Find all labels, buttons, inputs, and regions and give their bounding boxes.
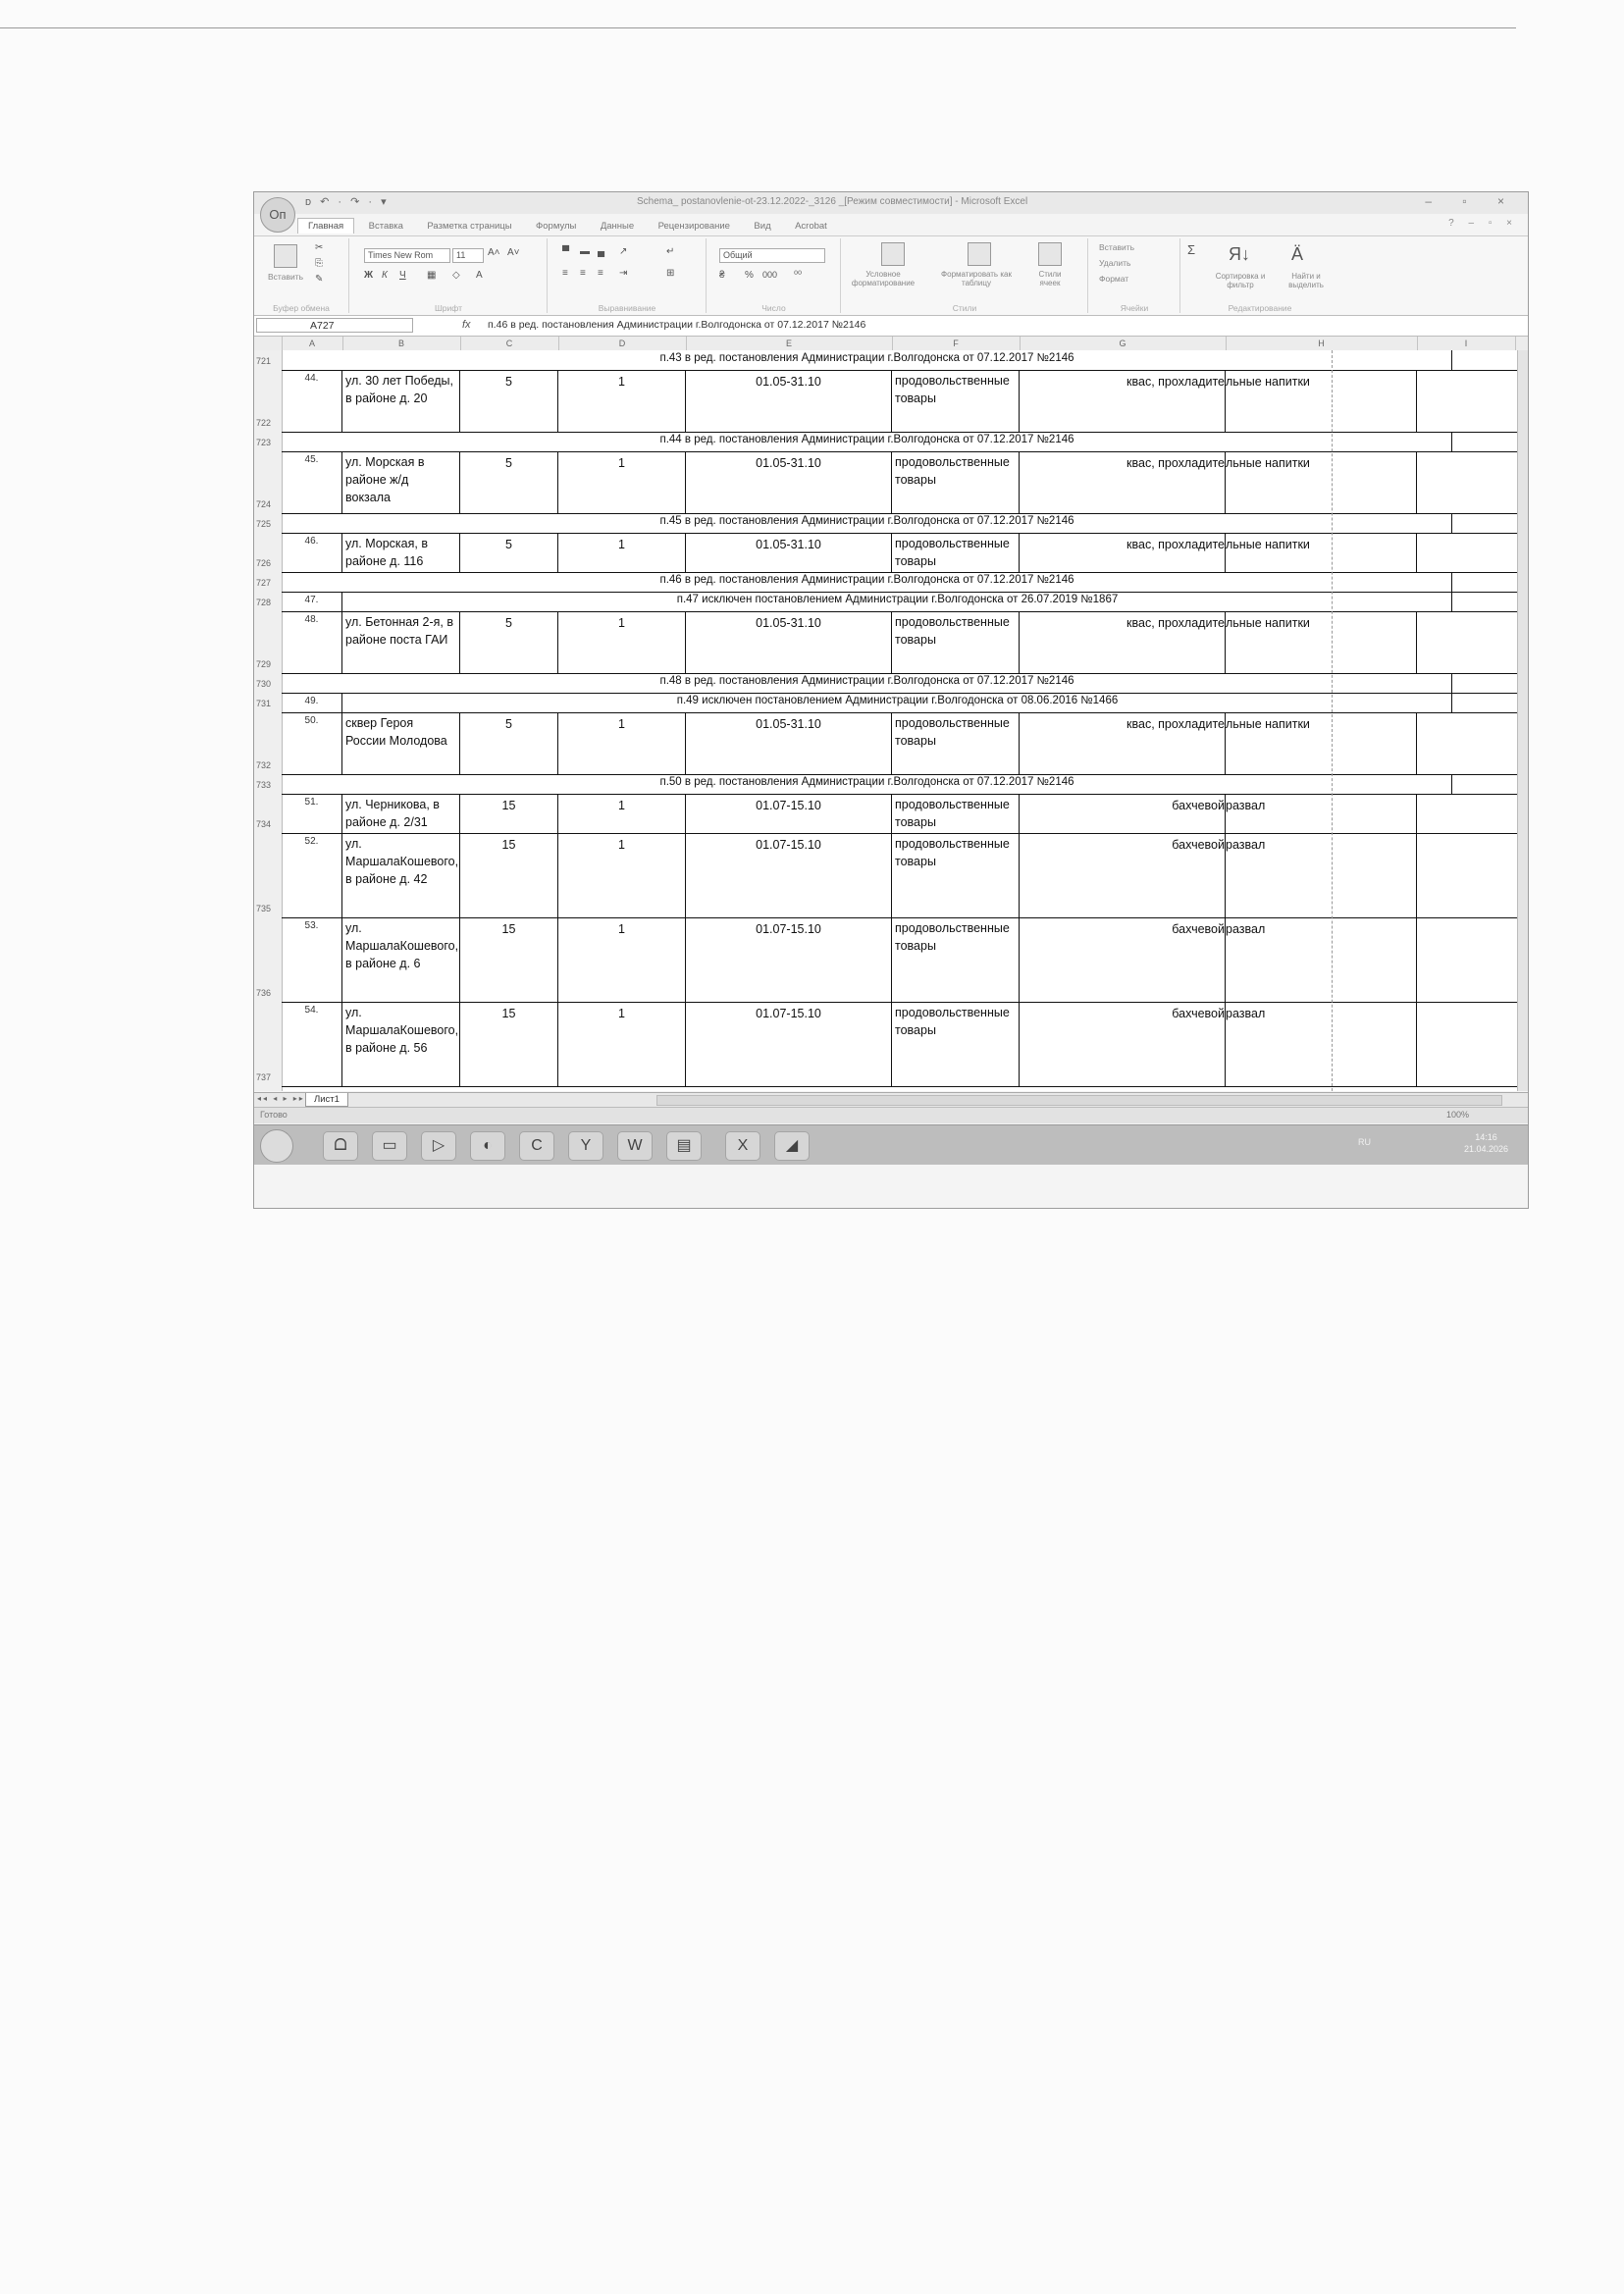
select-all-corner[interactable] bbox=[254, 337, 283, 350]
alignment-group bbox=[549, 238, 707, 313]
row-header[interactable]: 725 bbox=[256, 519, 272, 529]
taskbar-app-8[interactable]: ▤ bbox=[666, 1131, 702, 1161]
window-controls[interactable]: – ▫ × bbox=[1425, 194, 1518, 208]
tab-review[interactable]: Рецензирование bbox=[657, 221, 730, 232]
underline-button[interactable]: Ч bbox=[399, 270, 406, 281]
cell-num[interactable]: 52. bbox=[282, 833, 342, 917]
sort-icon[interactable]: Я↓ bbox=[1229, 244, 1250, 264]
font-group bbox=[350, 238, 548, 313]
tab-home[interactable]: Главная bbox=[297, 218, 354, 234]
row-header[interactable]: 723 bbox=[256, 438, 272, 447]
office-button[interactable]: Оп bbox=[260, 197, 295, 233]
cell-address[interactable]: ул. Черникова, в районе д. 2/31 bbox=[342, 794, 460, 833]
cell-goods[interactable]: продовольственные товары bbox=[892, 712, 1020, 774]
cell-period[interactable]: 01.05-31.10 bbox=[686, 611, 892, 673]
cell-c[interactable]: 5 bbox=[460, 533, 558, 572]
merged-note-cell[interactable]: п.48 в ред. постановления Администрации г.Волгодонска от 07.12.2017 №2146 bbox=[659, 675, 1074, 687]
language-indicator[interactable]: RU bbox=[1358, 1137, 1371, 1147]
align-left-icon[interactable]: ≡ bbox=[562, 268, 568, 279]
sort-filter-button[interactable]: Сортировка и фильтр bbox=[1215, 272, 1266, 289]
cell-period[interactable]: 01.05-31.10 bbox=[686, 451, 892, 513]
cell-c[interactable]: 5 bbox=[460, 712, 558, 774]
status-ready: Готово bbox=[260, 1110, 288, 1120]
cell-address[interactable]: ул. Бетонная 2-я, в районе поста ГАИ bbox=[342, 611, 460, 673]
sheet-tab-list1[interactable]: Лист1 bbox=[305, 1093, 348, 1107]
column-header-b[interactable]: B bbox=[342, 337, 461, 350]
cell-num[interactable]: 44. bbox=[282, 370, 342, 432]
taskbar-app-4[interactable]: ◐ bbox=[470, 1131, 505, 1161]
row-header-column bbox=[254, 350, 283, 1091]
cell-num[interactable]: 48. bbox=[282, 611, 342, 673]
paste-button[interactable]: Вставить bbox=[268, 272, 304, 282]
column-header-d[interactable]: D bbox=[558, 337, 687, 350]
worksheet-grid[interactable] bbox=[254, 350, 1517, 1091]
cell-d[interactable]: 1 bbox=[558, 370, 686, 432]
styles-group-label: Стили bbox=[952, 303, 977, 313]
windows-taskbar bbox=[254, 1124, 1528, 1165]
merged-note-cell[interactable]: п.44 в ред. постановления Администрации г.Волгодонска от 07.12.2017 №2146 bbox=[659, 434, 1074, 445]
cell-g[interactable]: квас, прохладите bbox=[1020, 451, 1226, 513]
row-header[interactable]: 722 bbox=[256, 418, 272, 428]
taskbar-clock[interactable] bbox=[1464, 1131, 1508, 1155]
cell-c[interactable]: 15 bbox=[460, 917, 558, 1002]
column-header-a[interactable]: A bbox=[282, 337, 343, 350]
sheet-tab-bar bbox=[254, 1092, 1528, 1107]
name-box[interactable]: A727 bbox=[256, 318, 413, 333]
cell-goods[interactable]: продовольственные товары bbox=[892, 611, 1020, 673]
tab-page-layout[interactable]: Разметка страницы bbox=[427, 221, 512, 232]
row-header[interactable]: 730 bbox=[256, 679, 272, 689]
cell-c[interactable]: 5 bbox=[460, 611, 558, 673]
merged-note-cell[interactable]: п.50 в ред. постановления Администрации г.Волгодонска от 07.12.2017 №2146 bbox=[659, 776, 1074, 788]
cell-d[interactable]: 1 bbox=[558, 712, 686, 774]
editing-group bbox=[1181, 238, 1338, 313]
row-header[interactable]: 733 bbox=[256, 780, 272, 790]
column-header-f[interactable]: F bbox=[892, 337, 1021, 350]
cell-address[interactable]: ул. МаршалаКошевого, в районе д. 56 bbox=[342, 1002, 460, 1086]
column-headers bbox=[254, 337, 1528, 351]
sheet-nav-arrows[interactable]: ◂◂ ◂ ▸ ▸▸ bbox=[257, 1094, 305, 1103]
formula-bar bbox=[254, 316, 1528, 337]
cell-period[interactable]: 01.07-15.10 bbox=[686, 1002, 892, 1086]
cell-goods[interactable]: продовольственные товары bbox=[892, 917, 1020, 1002]
taskbar-app-7[interactable]: W bbox=[617, 1131, 653, 1161]
cell-address[interactable]: ул. МаршалаКошевого, в районе д. 42 bbox=[342, 833, 460, 917]
cell-d[interactable]: 1 bbox=[558, 611, 686, 673]
column-header-g[interactable]: G bbox=[1020, 337, 1227, 350]
column-header-e[interactable]: E bbox=[686, 337, 893, 350]
taskbar-app-excel[interactable]: X bbox=[725, 1131, 760, 1161]
align-right-icon[interactable]: ≡ bbox=[598, 268, 603, 279]
item-number-cell[interactable]: 47. bbox=[282, 592, 342, 611]
decimal-icon[interactable]: ⁰⁰ bbox=[794, 270, 803, 281]
cut-icon[interactable]: ✂ bbox=[315, 242, 324, 253]
format-table-icon[interactable] bbox=[968, 242, 991, 266]
insert-cells-button[interactable]: Вставить bbox=[1099, 242, 1135, 252]
title-bar bbox=[254, 192, 1528, 214]
row-header[interactable]: 736 bbox=[256, 988, 272, 998]
align-bottom-icon[interactable]: ▄ bbox=[598, 246, 605, 257]
cells-group-label: Ячейки bbox=[1120, 303, 1149, 313]
italic-button[interactable]: К bbox=[382, 270, 388, 281]
cell-c[interactable]: 5 bbox=[460, 451, 558, 513]
status-bar bbox=[254, 1107, 1528, 1123]
borders-icon[interactable]: ▦ bbox=[427, 270, 437, 281]
horizontal-scrollbar[interactable] bbox=[656, 1095, 1502, 1106]
cell-d[interactable]: 1 bbox=[558, 533, 686, 572]
cell-g[interactable]: бахчевой bbox=[1020, 794, 1226, 833]
find-select-button[interactable]: Найти и выделить bbox=[1288, 272, 1324, 289]
font-size-select[interactable]: 11 bbox=[452, 248, 484, 263]
column-header-i[interactable]: I bbox=[1417, 337, 1516, 350]
tab-data[interactable]: Данные bbox=[600, 221, 635, 232]
wrap-text-icon[interactable]: ↵ bbox=[666, 246, 675, 257]
font-name-select[interactable]: Times New Rom bbox=[364, 248, 450, 263]
thousands-button[interactable]: 000 bbox=[762, 270, 778, 280]
cell-goods[interactable]: продовольственные товары bbox=[892, 794, 1020, 833]
excel-screenshot bbox=[253, 191, 1529, 1209]
cell-goods[interactable]: продовольственные товары bbox=[892, 833, 1020, 917]
cells-group bbox=[1089, 238, 1180, 313]
column-header-h[interactable]: H bbox=[1226, 337, 1418, 350]
cell-period[interactable]: 01.07-15.10 bbox=[686, 833, 892, 917]
cell-c[interactable]: 15 bbox=[460, 1002, 558, 1086]
cell-num[interactable]: 46. bbox=[282, 533, 342, 572]
row-header[interactable]: 726 bbox=[256, 558, 272, 568]
cell-h[interactable]: льные напитки bbox=[1226, 533, 1417, 572]
cell-period[interactable]: 01.07-15.10 bbox=[686, 917, 892, 1002]
cell-c[interactable]: 5 bbox=[460, 370, 558, 432]
format-cells-button[interactable]: Формат bbox=[1099, 274, 1129, 284]
cell-g[interactable]: квас, прохладите bbox=[1020, 533, 1226, 572]
conditional-format-icon[interactable] bbox=[881, 242, 905, 266]
grow-font-icon[interactable]: A˄ bbox=[488, 247, 500, 258]
format-table-button[interactable]: Форматировать как таблицу bbox=[941, 270, 1012, 287]
taskbar-app-6[interactable]: Y bbox=[568, 1131, 603, 1161]
clipboard-group bbox=[254, 238, 349, 313]
shrink-font-icon[interactable]: A˅ bbox=[507, 247, 520, 258]
cell-g[interactable]: квас, прохладите bbox=[1020, 370, 1226, 432]
cell-period[interactable]: 01.05-31.10 bbox=[686, 712, 892, 774]
cell-num[interactable]: 53. bbox=[282, 917, 342, 1002]
taskbar-app-2[interactable]: ▭ bbox=[372, 1131, 407, 1161]
page-break-line bbox=[1332, 350, 1333, 1091]
row-header[interactable]: 737 bbox=[256, 1072, 272, 1082]
align-middle-icon[interactable]: ▬ bbox=[580, 246, 590, 257]
cell-h[interactable]: льные напитки bbox=[1226, 611, 1417, 673]
cell-g[interactable]: квас, прохладите bbox=[1020, 611, 1226, 673]
cell-d[interactable]: 1 bbox=[558, 794, 686, 833]
cell-g[interactable]: квас, прохладите bbox=[1020, 712, 1226, 774]
currency-icon[interactable]: ₴ bbox=[719, 270, 725, 281]
merge-cells-icon[interactable]: ⊞ bbox=[666, 268, 675, 279]
cell-h[interactable]: развал bbox=[1226, 833, 1417, 917]
cell-num[interactable]: 45. bbox=[282, 451, 342, 513]
tab-acrobat[interactable]: Acrobat bbox=[795, 221, 827, 232]
cell-h[interactable]: развал bbox=[1226, 1002, 1417, 1086]
cell-d[interactable]: 1 bbox=[558, 833, 686, 917]
autosum-button[interactable]: Σ bbox=[1187, 242, 1196, 257]
cell-h[interactable]: льные напитки bbox=[1226, 451, 1417, 513]
cell-h[interactable]: развал bbox=[1226, 794, 1417, 833]
cell-h[interactable]: развал bbox=[1226, 917, 1417, 1002]
editing-group-label: Редактирование bbox=[1228, 303, 1292, 313]
copy-icon[interactable]: ⎘ bbox=[315, 258, 323, 269]
row-header[interactable]: 734 bbox=[256, 819, 272, 829]
cell-h[interactable]: льные напитки bbox=[1226, 712, 1417, 774]
format-painter-icon[interactable]: ✎ bbox=[315, 274, 324, 285]
orientation-icon[interactable]: ↗ bbox=[619, 246, 628, 257]
fill-color-icon[interactable]: ◇ bbox=[452, 270, 460, 281]
row-header[interactable]: 728 bbox=[256, 598, 272, 607]
tab-formulas[interactable]: Формулы bbox=[536, 221, 577, 232]
tab-insert[interactable]: Вставка bbox=[368, 221, 403, 232]
delete-cells-button[interactable]: Удалить bbox=[1099, 258, 1131, 268]
item-number-cell[interactable]: 49. bbox=[282, 693, 342, 712]
fx-button[interactable]: fx bbox=[462, 319, 471, 331]
cell-h[interactable]: льные напитки bbox=[1226, 370, 1417, 432]
align-center-icon[interactable]: ≡ bbox=[580, 268, 586, 279]
row-header[interactable]: 721 bbox=[256, 356, 272, 366]
cell-address[interactable]: ул. МаршалаКошевого, в районе д. 6 bbox=[342, 917, 460, 1002]
font-group-label: Шрифт bbox=[435, 303, 462, 313]
ribbon-tabs bbox=[297, 216, 1528, 234]
indent-icon[interactable]: ⇥ bbox=[619, 268, 628, 279]
cell-g[interactable]: бахчевой bbox=[1020, 917, 1226, 1002]
taskbar-app-1[interactable]: ᗝ bbox=[323, 1131, 358, 1161]
tab-view[interactable]: Вид bbox=[754, 221, 771, 232]
cell-d[interactable]: 1 bbox=[558, 917, 686, 1002]
merged-note-cell[interactable]: п.49 исключен постановлением Администрации г.Волгодонска от 08.06.2016 №1466 bbox=[676, 695, 1119, 706]
window-title: Schema_ postanovlenie-ot-23.12.2022-_3126 _[Режим совместимости] - Microsoft Excel bbox=[637, 196, 1028, 207]
cell-g[interactable]: бахчевой bbox=[1020, 833, 1226, 917]
cell-d[interactable]: 1 bbox=[558, 451, 686, 513]
cell-num[interactable]: 50. bbox=[282, 712, 342, 774]
align-top-icon[interactable]: ▀ bbox=[562, 246, 570, 257]
row-header[interactable]: 735 bbox=[256, 904, 272, 913]
cell-goods[interactable]: продовольственные товары bbox=[892, 370, 1020, 432]
number-group-label: Число bbox=[761, 303, 786, 313]
cell-d[interactable]: 1 bbox=[558, 1002, 686, 1086]
conditional-format-button[interactable]: Условное форматирование bbox=[851, 270, 916, 287]
taskbar-app-10[interactable]: ◢ bbox=[774, 1131, 810, 1161]
find-icon[interactable]: Ä bbox=[1291, 244, 1304, 264]
row-header[interactable]: 727 bbox=[256, 578, 272, 588]
cell-styles-icon[interactable] bbox=[1038, 242, 1062, 266]
cell-goods[interactable]: продовольственные товары bbox=[892, 533, 1020, 572]
alignment-group-label: Выравнивание bbox=[598, 303, 656, 313]
cell-c[interactable]: 15 bbox=[460, 833, 558, 917]
cell-address[interactable]: ул. 30 лет Победы, в районе д. 20 bbox=[342, 370, 460, 432]
cell-address[interactable]: сквер Героя России Молодова bbox=[342, 712, 460, 774]
cell-c[interactable]: 15 bbox=[460, 794, 558, 833]
zoom-level[interactable]: 100% bbox=[1445, 1110, 1469, 1120]
merged-note-cell[interactable]: п.46 в ред. постановления Администрации г.Волгодонска от 07.12.2017 №2146 bbox=[659, 574, 1074, 586]
column-header-c[interactable]: C bbox=[460, 337, 559, 350]
formula-input[interactable]: п.46 в ред. постановления Администрации г.Волгодонска от 07.12.2017 №2146 bbox=[488, 319, 866, 331]
number-group bbox=[707, 238, 841, 313]
cell-goods[interactable]: продовольственные товары bbox=[892, 451, 1020, 513]
number-format-select[interactable]: Общий bbox=[719, 248, 825, 263]
taskbar-app-5[interactable]: C bbox=[519, 1131, 554, 1161]
cell-g[interactable]: бахчевой bbox=[1020, 1002, 1226, 1086]
cell-period[interactable]: 01.07-15.10 bbox=[686, 794, 892, 833]
cell-goods[interactable]: продовольственные товары bbox=[892, 1002, 1020, 1086]
taskbar-app-3[interactable]: ▷ bbox=[421, 1131, 456, 1161]
start-button[interactable] bbox=[260, 1129, 293, 1163]
cell-num[interactable]: 51. bbox=[282, 794, 342, 833]
cell-styles-button[interactable]: Стили ячеек bbox=[1038, 270, 1062, 287]
percent-button[interactable]: % bbox=[745, 270, 754, 281]
quick-access-toolbar[interactable]: ᴅ ↶ · ↷ · ▾ bbox=[305, 196, 390, 208]
cell-period[interactable]: 01.05-31.10 bbox=[686, 370, 892, 432]
help-icon[interactable]: ? – ▫ × bbox=[1448, 218, 1518, 229]
page-top-rule bbox=[0, 27, 1516, 28]
ribbon bbox=[254, 235, 1528, 316]
font-color-icon[interactable]: A bbox=[476, 270, 483, 281]
cell-address[interactable]: ул. Морская, в районе д. 116 bbox=[342, 533, 460, 572]
merged-note-cell[interactable]: п.45 в ред. постановления Администрации г.Волгодонска от 07.12.2017 №2146 bbox=[659, 515, 1074, 527]
vertical-scrollbar[interactable] bbox=[1517, 350, 1528, 1091]
row-header[interactable]: 731 bbox=[256, 699, 272, 708]
row-header[interactable]: 732 bbox=[256, 760, 272, 770]
merged-note-cell[interactable]: п.47 исключен постановлением Администрации г.Волгодонска от 26.07.2019 №1867 bbox=[676, 594, 1119, 605]
cell-period[interactable]: 01.05-31.10 bbox=[686, 533, 892, 572]
cell-address[interactable]: ул. Морская в районе ж/д вокзала bbox=[342, 451, 460, 513]
row-header[interactable]: 724 bbox=[256, 499, 272, 509]
clock-time: 14:16 bbox=[1475, 1132, 1497, 1142]
bold-button[interactable]: Ж bbox=[364, 270, 374, 281]
row-header[interactable]: 729 bbox=[256, 659, 272, 669]
cell-num[interactable]: 54. bbox=[282, 1002, 342, 1086]
paste-icon[interactable] bbox=[274, 244, 297, 268]
merged-note-cell[interactable]: п.43 в ред. постановления Администрации г.Волгодонска от 07.12.2017 №2146 bbox=[659, 352, 1074, 364]
clock-date: 21.04.2026 bbox=[1463, 1144, 1508, 1154]
clipboard-group-label: Буфер обмена bbox=[273, 303, 330, 313]
styles-group bbox=[842, 238, 1088, 313]
